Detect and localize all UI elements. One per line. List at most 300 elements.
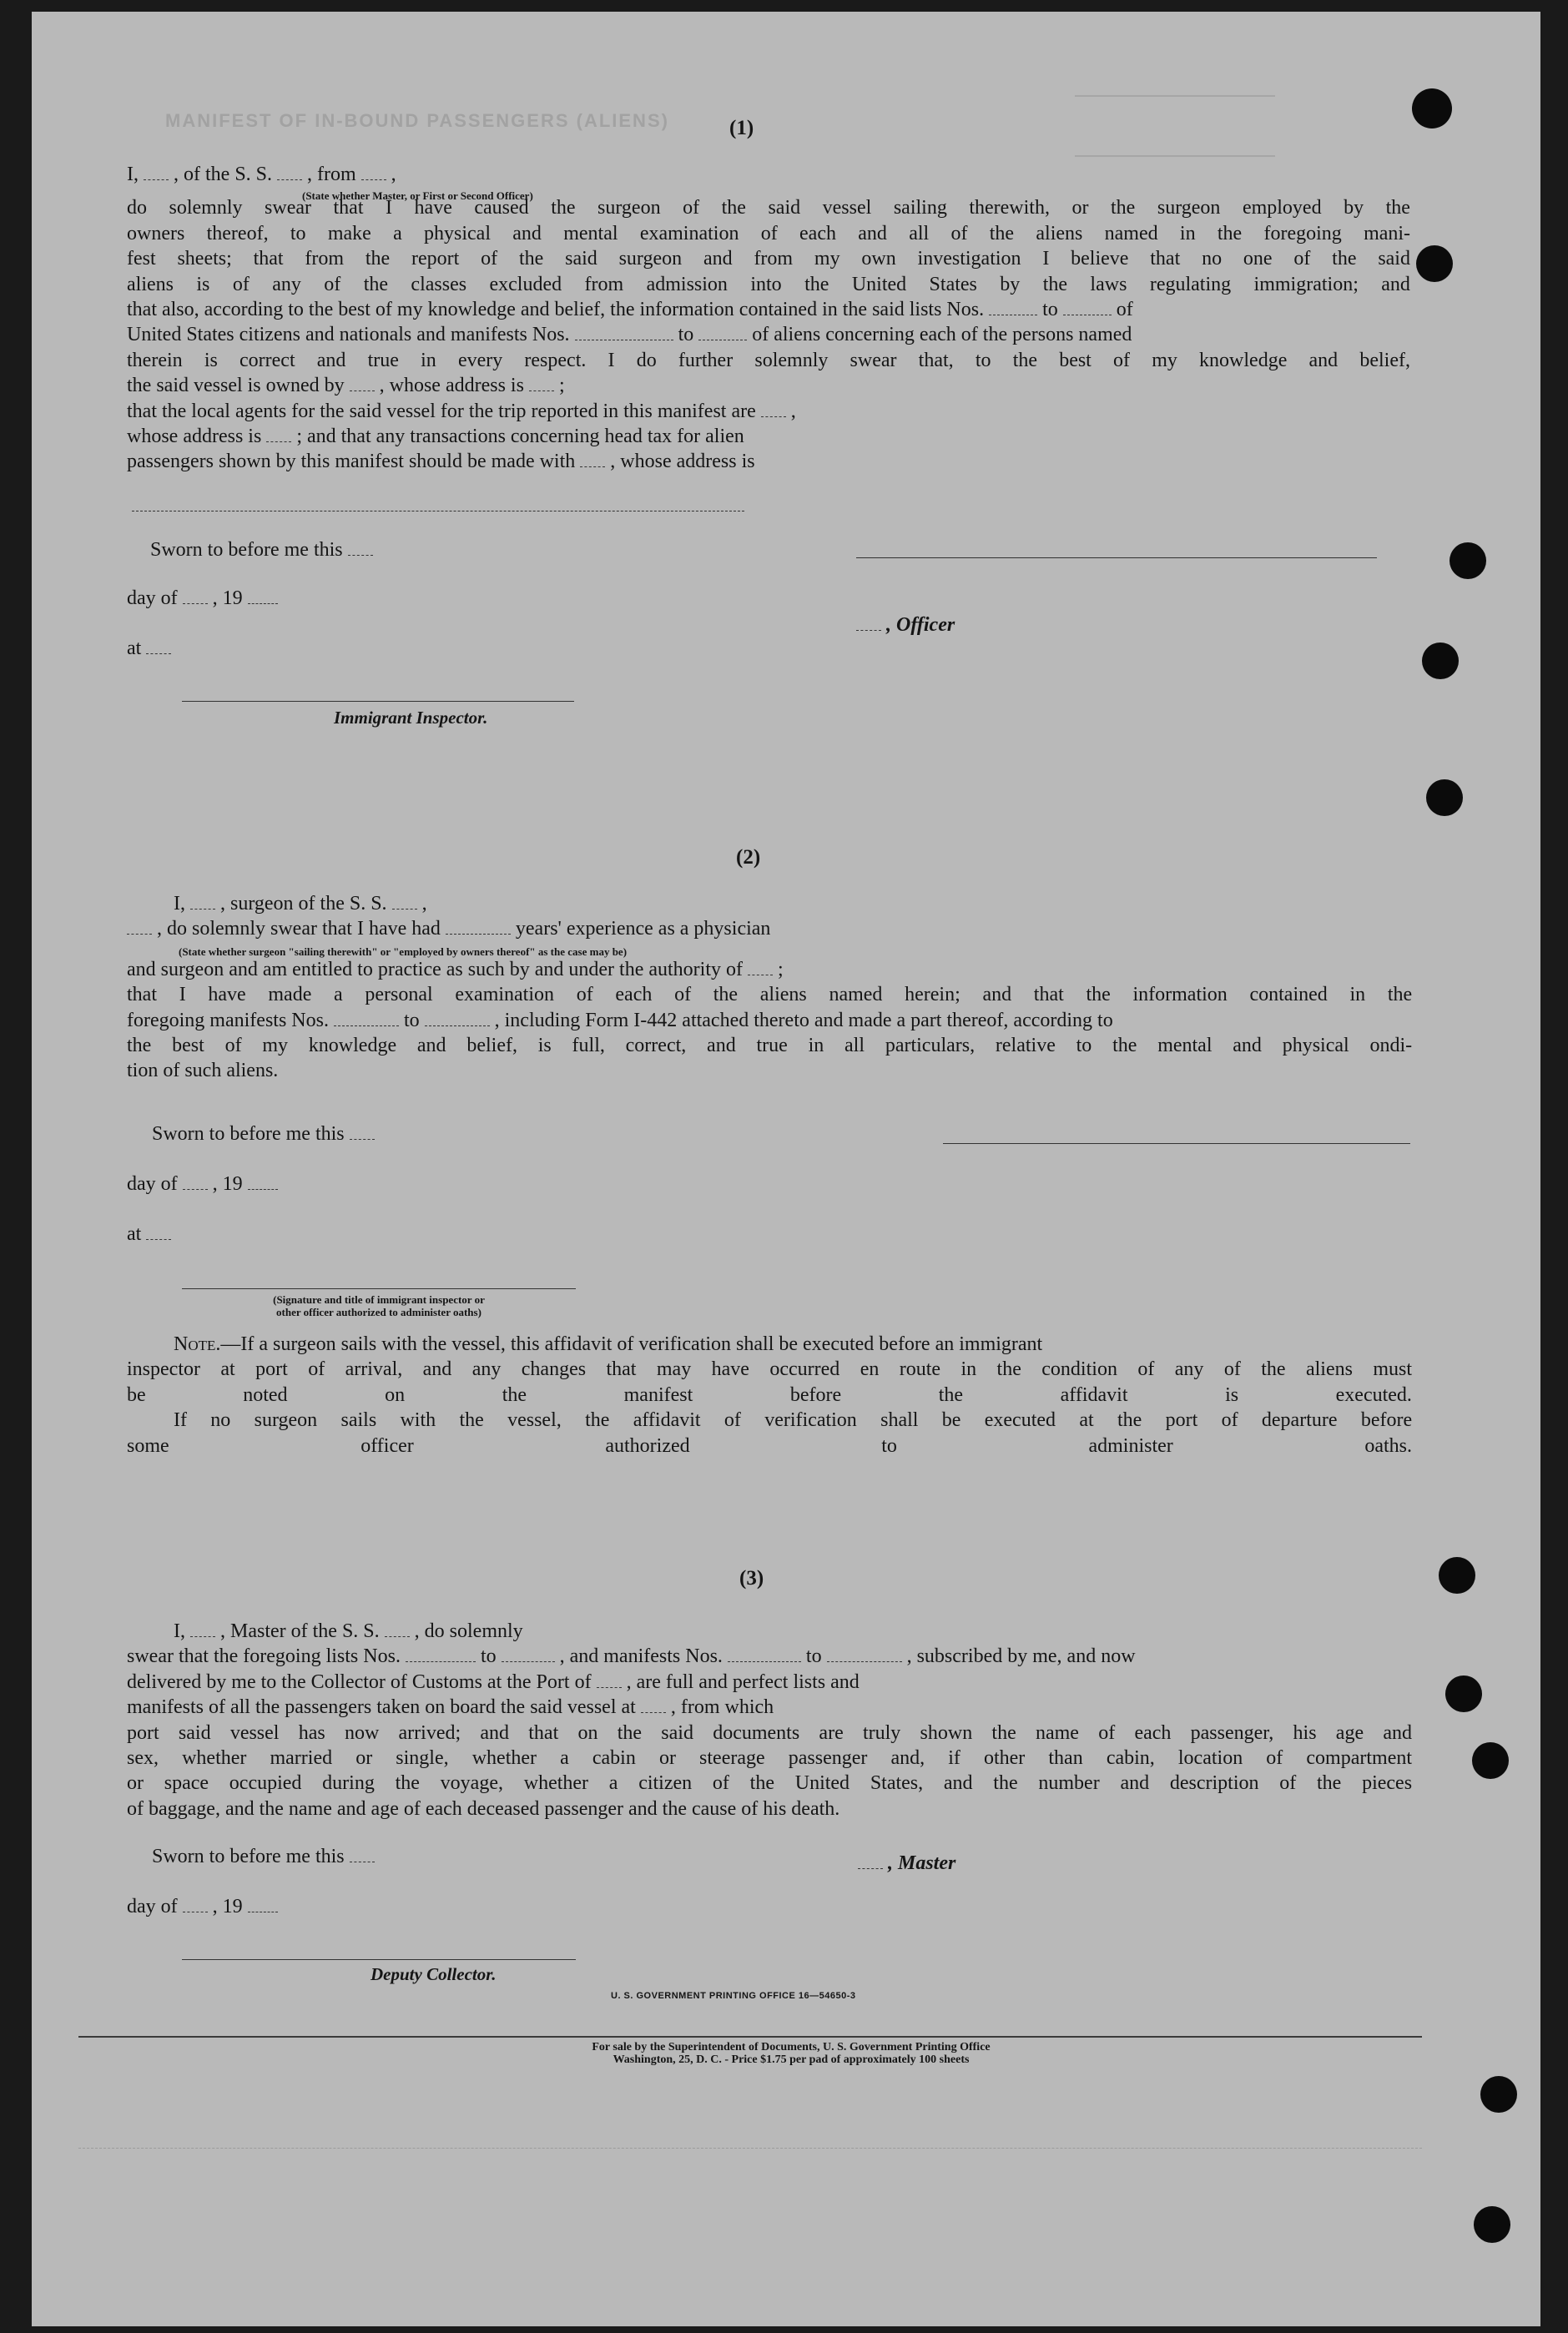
oath-body-line-word: correct: [239, 349, 295, 371]
oath-body-line-word: passenger,: [1190, 1721, 1274, 1744]
oath-body-line-word: of: [324, 273, 341, 295]
oath-line: [127, 399, 1410, 424]
oath-body-line-word: port: [127, 1721, 159, 1744]
oath-body-line-word: that: [1150, 248, 1181, 270]
oath-body-line-word: shown: [920, 1721, 973, 1744]
oath-body-line-word: the: [989, 222, 1015, 244]
text-subscribed: , subscribed by me, and now: [906, 1645, 1136, 1668]
punch-hole: [1439, 1557, 1475, 1594]
oath-body-line-word: belief,: [466, 1034, 517, 1056]
oath-body-line-word: mani-: [1364, 222, 1411, 244]
master-line: [858, 1851, 1412, 1876]
oath-body-line-word: the: [1111, 197, 1136, 219]
oath-body-line-word: true: [756, 1034, 788, 1056]
oath-body-line-word: the: [363, 273, 389, 295]
section-3-jurat: [152, 1844, 577, 1869]
note-line-word: of: [1221, 1409, 1238, 1432]
oath-body-line-word: that: [528, 1721, 559, 1744]
sworn-date-blank[interactable]: [348, 538, 373, 556]
oath-body-line-word: and: [1383, 1721, 1412, 1744]
deputy-collector-signature-line[interactable]: [182, 1959, 576, 1960]
oath-body-line-word: that: [1033, 984, 1064, 1006]
text-from-which: , from which: [670, 1696, 774, 1719]
oath-body-line-word: and: [943, 1772, 973, 1795]
oath-body-line-word: description: [1169, 1772, 1259, 1795]
oath-line: [127, 1695, 1412, 1720]
oath-body-line-word: mental: [1157, 1034, 1213, 1056]
master-signature-blank[interactable]: [858, 1852, 883, 1869]
oath-body-line-word: United: [851, 273, 907, 295]
note-line-word: condition: [1041, 1358, 1117, 1381]
oath-body-line-word: named: [1104, 222, 1158, 244]
oath-body-line-word: of: [674, 984, 692, 1006]
sale-note: [474, 2041, 1108, 2066]
deputy-collector-title: Deputy Collector.: [371, 1964, 497, 1984]
oath-body-line-word: documents: [713, 1721, 800, 1744]
text-i: I,: [174, 1620, 185, 1642]
officer-signature-blank[interactable]: [856, 613, 881, 631]
oath-body-line-word: the: [1112, 1034, 1137, 1056]
oath-body-line-word: cabin,: [1106, 1746, 1155, 1769]
sworn-date-blank[interactable]: [350, 1122, 375, 1140]
sworn-date-blank[interactable]: [350, 1845, 375, 1862]
oath-body-line-word: employed: [1242, 197, 1322, 219]
oath-line: [127, 322, 1410, 347]
year-blank[interactable]: [248, 587, 278, 604]
oath-body-line-word: a: [560, 1746, 569, 1769]
note-line-word: the: [502, 1383, 527, 1406]
oath-body-line-word: are: [819, 1721, 844, 1744]
oath-body-line-word: full,: [572, 1034, 605, 1056]
section-1-at: [127, 636, 577, 661]
oath-body-line-word: or: [658, 1746, 676, 1769]
section-3-heading: (3): [739, 1567, 764, 1590]
oath-body-line-word: cabin: [592, 1746, 636, 1769]
oath-body-line-word: correct,: [625, 1034, 687, 1056]
oath-body-line-word: the: [993, 1772, 1018, 1795]
oath-body-line-word: further: [678, 349, 734, 371]
signature-caption-line: (Signature and title of immigrant inspector or: [273, 1293, 485, 1306]
agents-blank[interactable]: [761, 399, 786, 416]
note-line-word: with: [400, 1409, 436, 1432]
oath-body-line-word: from: [305, 248, 345, 270]
surgeon-signature-line[interactable]: [943, 1143, 1410, 1144]
oath-body-line-word: of: [1279, 1772, 1297, 1795]
manifests-to-blank[interactable]: [698, 323, 747, 340]
officer-name-blank[interactable]: [144, 163, 169, 180]
oath-body-line-word: of: [1293, 248, 1311, 270]
oath-body-line-word: or: [127, 1772, 144, 1795]
oath-body-line: of baggage, and the name and age of each deceased passenger and the cause of his death.: [127, 1797, 840, 1820]
note-line-word: the: [1117, 1409, 1142, 1432]
punch-hole: [1422, 642, 1459, 679]
officer-signature-line[interactable]: [856, 557, 1377, 558]
oath-body-line-word: a: [334, 984, 343, 1006]
text-of-ss: , of the S. S.: [174, 164, 273, 185]
note-line: [174, 1332, 1042, 1357]
note-line-word: route: [899, 1358, 941, 1381]
vessel-name-blank[interactable]: [392, 892, 417, 910]
oath-body-line-word: and: [858, 222, 887, 244]
oath-body-line-word: arrived;: [398, 1721, 461, 1744]
oath-body-line-word: location: [1177, 1746, 1243, 1769]
oath-body-line-word: the: [1316, 1772, 1342, 1795]
oath-body-line-word: than: [1048, 1746, 1083, 1769]
oath-body-line-word: a: [393, 222, 402, 244]
oath-body-line-word: of: [481, 248, 498, 270]
oath-body-line-word: no: [1202, 248, 1223, 270]
port-blank[interactable]: [597, 1670, 622, 1687]
manifests-to-blank[interactable]: [827, 1645, 902, 1662]
oath-line: [127, 1008, 1412, 1033]
sworn-text: Sworn to before me this: [152, 1846, 345, 1867]
text-owned-by: the said vessel is owned by: [127, 375, 345, 397]
surgeon-type-blank[interactable]: [127, 917, 152, 935]
oath-body-line-word: if: [948, 1746, 960, 1769]
at-blank[interactable]: [146, 637, 171, 654]
note-line-word: to: [881, 1434, 897, 1457]
oath-body-line-word: said: [565, 248, 597, 270]
note-line-word: at: [1079, 1409, 1094, 1432]
oath-body-line-word: any: [272, 273, 301, 295]
head-tax-party-blank[interactable]: [580, 450, 605, 467]
inspector-signature-line[interactable]: [182, 1288, 576, 1289]
at-blank[interactable]: [146, 1222, 171, 1240]
year-blank[interactable]: [248, 1895, 278, 1912]
oath-body-line-word: on: [577, 1721, 598, 1744]
note-line-word: arrival,: [345, 1358, 403, 1381]
note-line-word: before: [789, 1383, 842, 1406]
day-of-text: day of: [127, 1173, 178, 1195]
note-line-word: be: [127, 1383, 146, 1406]
oath-body-line-word: said: [178, 1721, 211, 1744]
oath-body-line-word: swear: [265, 197, 311, 219]
oath-body-line-word: married: [270, 1746, 333, 1769]
text-full-lists: , are full and perfect lists and: [626, 1670, 860, 1693]
oath-body-line-word: belief,: [1359, 349, 1410, 371]
note-line-word: be: [941, 1409, 961, 1432]
lists-to-blank[interactable]: [1063, 298, 1112, 315]
oath-body-line-word: of: [1113, 349, 1131, 371]
text-authority: and surgeon and am entitled to practice as such by and under the authority of: [127, 958, 743, 980]
oath-body-line-word: by: [1000, 273, 1021, 295]
note-line-word: any: [1174, 1358, 1204, 1381]
oath-line: [127, 373, 1410, 398]
manifests-from-blank[interactable]: [575, 323, 673, 340]
oath-body-line-word: my: [1152, 349, 1177, 371]
year-text: , 19: [212, 1173, 243, 1195]
oath-body-line-word: of: [950, 222, 968, 244]
officer-caption: (State whether Master, or First or Second Officer): [302, 189, 533, 202]
note-line-word: en: [860, 1358, 880, 1381]
note-line-word: any: [471, 1358, 502, 1381]
oath-body-line-word: age: [1335, 1721, 1364, 1744]
oath-body-line-word: relative: [995, 1034, 1056, 1056]
punch-hole: [1472, 1742, 1509, 1779]
note-line-word: the: [1261, 1358, 1286, 1381]
oath-body-line-word: the: [617, 1721, 643, 1744]
manifests-from-blank[interactable]: [334, 1008, 399, 1025]
oath-body-line-word: the: [991, 1721, 1016, 1744]
oath-body-line-word: that,: [918, 349, 954, 371]
note-line-word: on: [385, 1383, 406, 1406]
vessel-name-blank[interactable]: [277, 163, 302, 180]
inspector-title: Immigrant Inspector.: [334, 708, 488, 728]
oath-body-line-word: or: [1071, 197, 1089, 219]
note-line-word: affidavit: [633, 1409, 701, 1432]
oath-body-line-word: in: [1349, 984, 1366, 1006]
sale-note-line: For sale by the Superintendent of Documents, U. S. Government Printing Office: [592, 2041, 991, 2053]
day-of-blank[interactable]: [183, 587, 208, 604]
oath-body-line-word: in: [421, 349, 436, 371]
years-blank[interactable]: [446, 917, 511, 935]
oath-body-line-word: his: [1293, 1721, 1317, 1744]
note-line-word: may: [656, 1358, 692, 1381]
lists-to-blank[interactable]: [502, 1645, 555, 1662]
oath-body-line-word: surgeon: [597, 197, 661, 219]
oath-body-line-word: of: [683, 197, 700, 219]
at-text: at: [127, 637, 142, 659]
note-text: —If a surgeon sails with the vessel, this affidavit of verification shall be executed before an immigrant: [220, 1333, 1043, 1355]
text-to: to: [805, 1645, 822, 1668]
oath-body-line-word: space: [164, 1772, 209, 1795]
oath-body-line-word: do: [636, 349, 657, 371]
signature-caption-line: other officer authorized to administer oaths): [276, 1306, 481, 1318]
oath-body-line-word: physical: [1282, 1034, 1349, 1056]
section-2-oath: [127, 891, 1412, 1084]
oath-body-line-word: solemnly: [169, 197, 243, 219]
text-whose-address: , whose address is: [379, 375, 524, 397]
text-comma: ,: [391, 164, 396, 185]
text-years-experience: years' experience as a physician: [515, 918, 771, 940]
oath-body-line-word: United: [794, 1772, 850, 1795]
note-line-word: that: [606, 1358, 637, 1381]
oath-body-line-word: I: [608, 349, 615, 371]
officer-line: [856, 612, 1410, 637]
departure-port-blank[interactable]: [641, 1696, 666, 1713]
vessel-name-blank[interactable]: [385, 1620, 410, 1637]
note-line-word: surgeon: [254, 1409, 318, 1432]
day-of-text: day of: [127, 587, 178, 609]
oath-body-line-word: of: [712, 1772, 729, 1795]
note-line-word: port: [1165, 1409, 1198, 1432]
oath-body-line-word: thereof,: [206, 222, 269, 244]
oath-body-line-word: steerage: [699, 1746, 765, 1769]
oath-body-line-word: and: [707, 1034, 736, 1056]
authority-blank[interactable]: [748, 957, 773, 975]
punch-hole: [1445, 1675, 1482, 1712]
note-line-word: the: [996, 1358, 1021, 1381]
oath-body-line-word: made: [268, 984, 312, 1006]
lists-from-blank[interactable]: [406, 1645, 476, 1662]
oath-body-line-word: to: [1076, 1034, 1092, 1056]
day-of-blank[interactable]: [183, 1172, 208, 1190]
note-line-word: some: [127, 1434, 169, 1457]
oath-body-line-word: whether: [471, 1746, 537, 1769]
text-semicolon: ;: [778, 958, 784, 980]
oath-body-line-word: and: [512, 222, 542, 244]
note-line-word: aliens: [1305, 1358, 1353, 1381]
text-taken-on-board: manifests of all the passengers taken on board the said vessel at: [127, 1696, 636, 1719]
oath-body-line-word: aliens: [127, 273, 174, 295]
oath-body-line-word: said: [661, 1721, 693, 1744]
oath-body-line-word: true: [367, 349, 399, 371]
note-line-word: authorized: [605, 1434, 690, 1457]
oath-body-line-word: personal: [365, 984, 433, 1006]
note-line-word: port: [255, 1358, 288, 1381]
text-do-solemnly: , do solemnly: [414, 1620, 523, 1642]
manifests-to-blank[interactable]: [425, 1008, 490, 1025]
section-3-day: [127, 1894, 577, 1919]
oath-body-line-word: the: [804, 273, 829, 295]
oath-body-line-word: each: [799, 222, 836, 244]
master-name-blank[interactable]: [190, 1620, 215, 1637]
at-text: at: [127, 1223, 142, 1245]
oath-body-line-word: best: [1059, 349, 1092, 371]
punch-hole: [1426, 779, 1463, 816]
note-line-word: and: [422, 1358, 452, 1381]
day-of-blank[interactable]: [183, 1895, 208, 1912]
oath-body-line-word: aliens: [759, 984, 807, 1006]
text-passengers-shown: passengers shown by this manifest should be made with: [127, 451, 576, 473]
oath-body-line-word: laws: [1090, 273, 1127, 295]
note-line-word: of: [1137, 1358, 1155, 1381]
manifests-from-blank[interactable]: [728, 1645, 801, 1662]
note-line-word: officer: [360, 1434, 414, 1457]
oath-body-line-word: herein;: [905, 984, 960, 1006]
owner-address-blank[interactable]: [529, 374, 554, 391]
oath-body-line-word: pieces: [1362, 1772, 1413, 1795]
oath-body-line-word: to: [975, 349, 991, 371]
oath-body-line-word: respect.: [524, 349, 587, 371]
oath-body-line-word: information: [1132, 984, 1228, 1006]
oath-body-line-word: sheets;: [177, 248, 232, 270]
oath-body-line-word: said: [768, 197, 801, 219]
oath-body-line-word: to: [290, 222, 306, 244]
oath-body-line-word: by: [1344, 197, 1364, 219]
oath-body-line-word: said: [1378, 248, 1410, 270]
note-line-word: of: [723, 1409, 741, 1432]
punch-hole: [1474, 2206, 1510, 2243]
oath-body-line-word: each: [1134, 1721, 1172, 1744]
oath-body-line-word: other: [983, 1746, 1026, 1769]
year-blank[interactable]: [248, 1172, 278, 1190]
note-line-word: of: [1223, 1358, 1241, 1381]
oath-body-line-word: the: [1385, 197, 1410, 219]
sale-note-line: Washington, 25, D. C. - Price $1.75 per pad of approximately 100 sheets: [613, 2053, 970, 2066]
oath-body-line-word: the: [749, 1772, 774, 1795]
punch-hole: [1416, 245, 1453, 282]
day-of-text: day of: [127, 1896, 178, 1917]
oath-body-line-word: ondi-: [1369, 1034, 1413, 1056]
inspector-signature-line[interactable]: [182, 701, 574, 702]
oath-body-line-word: that: [127, 984, 157, 1006]
text-to: to: [403, 1009, 420, 1031]
master-title: , Master: [888, 1852, 956, 1874]
oath-body-line-word: whether: [182, 1746, 247, 1769]
text-comma: ,: [421, 893, 427, 915]
text-and-manifests: , and manifests Nos.: [559, 1645, 723, 1668]
punch-hole: [1480, 2076, 1517, 2113]
note-line-word: is: [1225, 1383, 1239, 1406]
oath-body-line-word: I: [386, 197, 393, 219]
oath-body-line-word: of: [1266, 1746, 1283, 1769]
text-lists-nos: swear that the foregoing lists Nos.: [127, 1645, 401, 1668]
surgeon-caption: (State whether surgeon "sailing therewith" or "employed by owners thereof" as the case may be): [179, 945, 628, 958]
note-line-word: at: [220, 1358, 235, 1381]
text-manifests-nos: United States citizens and nationals and manifests Nos.: [127, 324, 570, 346]
agents-address-blank[interactable]: [266, 425, 291, 442]
oath-body-line-word: named: [829, 984, 883, 1006]
oath-line: [127, 1670, 1412, 1695]
oath-body-line-word: and: [416, 1034, 446, 1056]
signature-caption: [187, 1293, 571, 1318]
surgeon-name-blank[interactable]: [190, 892, 215, 910]
oath-body-line-word: of: [576, 984, 593, 1006]
section-2-at: [127, 1222, 577, 1247]
oath-body-line-word: and: [703, 248, 733, 270]
oath-body-line-word: have: [208, 984, 246, 1006]
year-text: , 19: [212, 1896, 243, 1917]
oath-body-line-word: therein: [127, 349, 183, 371]
oath-body-line-word: report: [411, 248, 460, 270]
oath-line: [127, 297, 1410, 322]
oath-body-line-word: of: [224, 1034, 242, 1056]
note-line-word: the: [938, 1383, 964, 1406]
oath-body-line-word: is: [537, 1034, 552, 1056]
text-form-i442: , including Form I-442 attached thereto and made a part thereof, according to: [494, 1009, 1113, 1031]
oath-body-line-word: believe: [1071, 248, 1129, 270]
text-i: I,: [127, 164, 139, 185]
oath-body-line-word: a: [608, 1772, 618, 1795]
note-line-word: in: [960, 1358, 977, 1381]
year-text: , 19: [212, 587, 243, 609]
oath-body-line-word: owners: [127, 222, 185, 244]
from-port-blank[interactable]: [361, 163, 386, 180]
bleed-through-heading: MANIFEST OF IN-BOUND PASSENGERS (ALIENS): [165, 110, 669, 131]
lists-from-blank[interactable]: [989, 298, 1037, 315]
note-line-word: executed.: [1335, 1383, 1412, 1406]
note-line-word: sails: [340, 1409, 377, 1432]
continuation-blank[interactable]: [132, 499, 744, 511]
faint-rule: [78, 2148, 1422, 2149]
note-line-word: vessel,: [507, 1409, 562, 1432]
owner-blank[interactable]: [350, 374, 375, 391]
oath-line: [127, 891, 1412, 916]
oath-body-line-word: citizen: [638, 1772, 693, 1795]
text-to: to: [480, 1645, 497, 1668]
oath-body-line-word: voyage,: [440, 1772, 503, 1795]
note-line-word: shall: [880, 1409, 919, 1432]
oath-body-line-word: aliens: [1036, 222, 1083, 244]
section-1-oath: [127, 162, 1410, 475]
oath-body-line-word: immigration;: [1253, 273, 1359, 295]
oath-body-line-word: single,: [396, 1746, 449, 1769]
note-line-word: occurred: [769, 1358, 840, 1381]
note-line-word: the: [459, 1409, 484, 1432]
oath-body-line-word: examination: [639, 222, 739, 244]
oath-body-line-word: truly: [862, 1721, 901, 1744]
oath-body-line-word: the: [721, 197, 746, 219]
oath-body-line-word: and,: [890, 1746, 925, 1769]
note-line-word: departure: [1261, 1409, 1338, 1432]
note-line-word: executed: [984, 1409, 1056, 1432]
section-2-heading: (2): [736, 846, 761, 869]
oath-body-line-word: therewith,: [969, 197, 1050, 219]
text-port-of: delivered by me to the Collector of Customs at the Port of: [127, 1670, 592, 1693]
note-line-word: before: [1360, 1409, 1413, 1432]
text-to: to: [1042, 298, 1058, 320]
